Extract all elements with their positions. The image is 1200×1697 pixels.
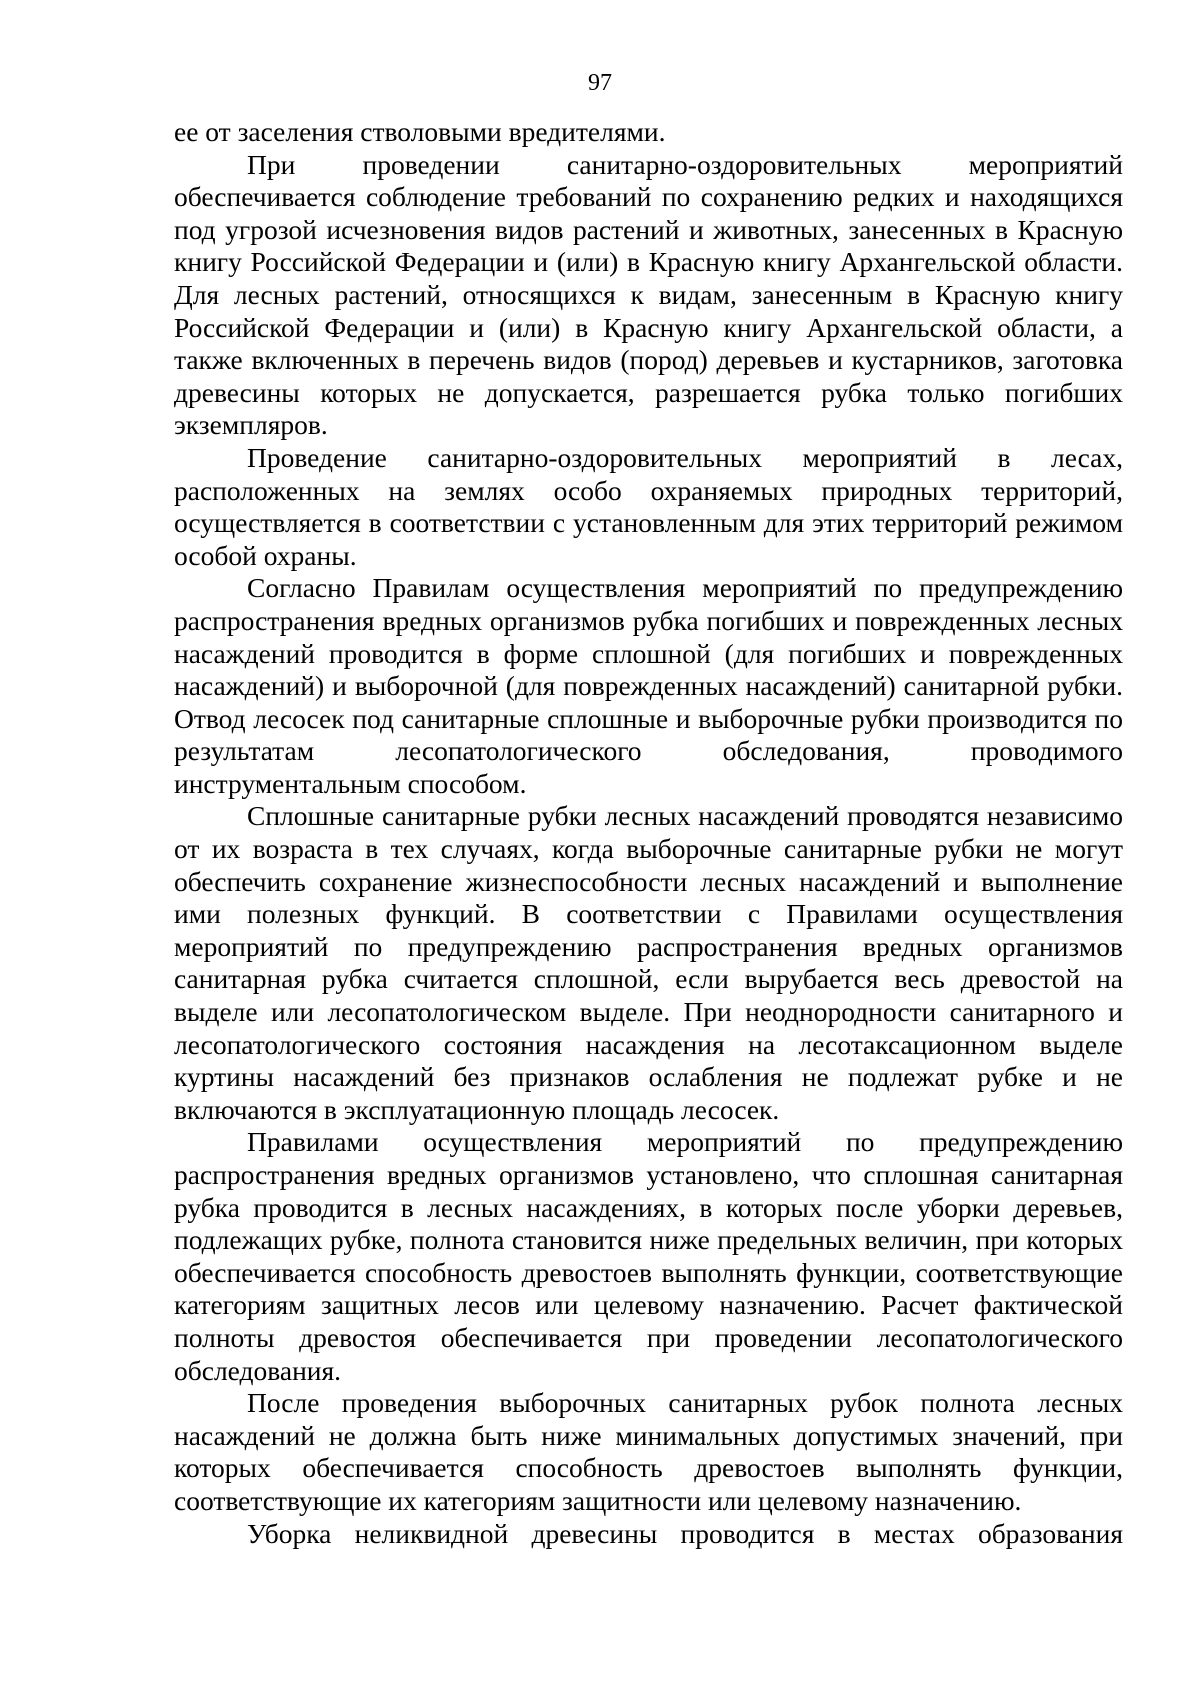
paragraph-rare-species: При проведении санитарно-оздоровительных мероприятий обеспечивается соблюдение требований по сохранению редких и находящихся под угрозой исчезновения видов растений и животных, занесенных в Красную книгу Российской Федерации и (или) в Красную книгу Архангельской области. Для лесных растений, относящихся к видам, занесенным в Красную книгу Российской Федерации и (или) в Красную книгу Архангельской области, а также включенных в перечень видов (пород) деревьев и кустарников, заготовка древесины которых не допускается, разрешается рубка только погибших экземпляров. (174, 148, 1123, 441)
paragraph-protected-territories: Проведение санитарно-оздоровительных мероприятий в лесах, расположенных на землях особо охраняемых природных территорий, осуществляется в соответствии с установленным для этих территорий режимом особой охраны. (174, 441, 1123, 571)
paragraph-felling-rules: Согласно Правилам осуществления мероприятий по предупреждению распространения вредных организмов рубка погибших и поврежденных лесных насаждений проводится в форме сплошной (для погибших и поврежденных насаждений) и выборочной (для поврежденных насаждений) санитарной рубки. Отвод лесосек под санитарные сплошные и выборочные рубки производится по результатам лесопатологического обследования, проводимого инструментальным способом. (174, 572, 1123, 799)
paragraph-wood-cleanup: Уборка неликвидной древесины проводится в местах образования (247, 1517, 1123, 1549)
paragraph-felling-density: Правилами осуществления мероприятий по предупреждению распространения вредных организмов установлено, что сплошная санитарная рубка проводится в лесных насаждениях, в которых после уборки деревьев, подлежащих рубке, полнота становится ниже предельных величин, при которых обеспечивается способность древостоев выполнять функции, соответствующие категориям защитных лесов или целевому назначению. Расчет фактической полноты древостоя обеспечивается при проведении лесопатологического обследования. (174, 1126, 1123, 1386)
page-number: 97 (588, 70, 612, 96)
paragraph-clear-sanitary-felling: Сплошные санитарные рубки лесных насаждений проводятся независимо от их возраста в тех случаях, когда выборочные санитарные рубки не могут обеспечить сохранение жизнеспособности лесных насаждений и выполнение ими полезных функций. В соответствии с Правилами осуществления мероприятий по предупреждению распространения вредных организмов санитарная рубка считается сплошной, если вырубается весь древостой на выделе или лесопатологическом выделе. При неоднородности санитарного и лесопатологического состояния насаждения на лесотаксационном выделе куртины насаждений без признаков ослабления не подлежат рубке и не включаются в эксплуатационную площадь лесосек. (174, 800, 1123, 1125)
paragraph-continuation: ее от заселения стволовыми вредителями. (174, 116, 666, 147)
paragraph-selective-felling: После проведения выборочных санитарных рубок полнота лесных насаждений не должна быть ниже минимальных допустимых значений, при которых обеспечивается способность древостоев выполнять функции, соответствующие их категориям защитности или целевому назначению. (174, 1387, 1123, 1516)
document-body (174, 116, 1123, 1550)
